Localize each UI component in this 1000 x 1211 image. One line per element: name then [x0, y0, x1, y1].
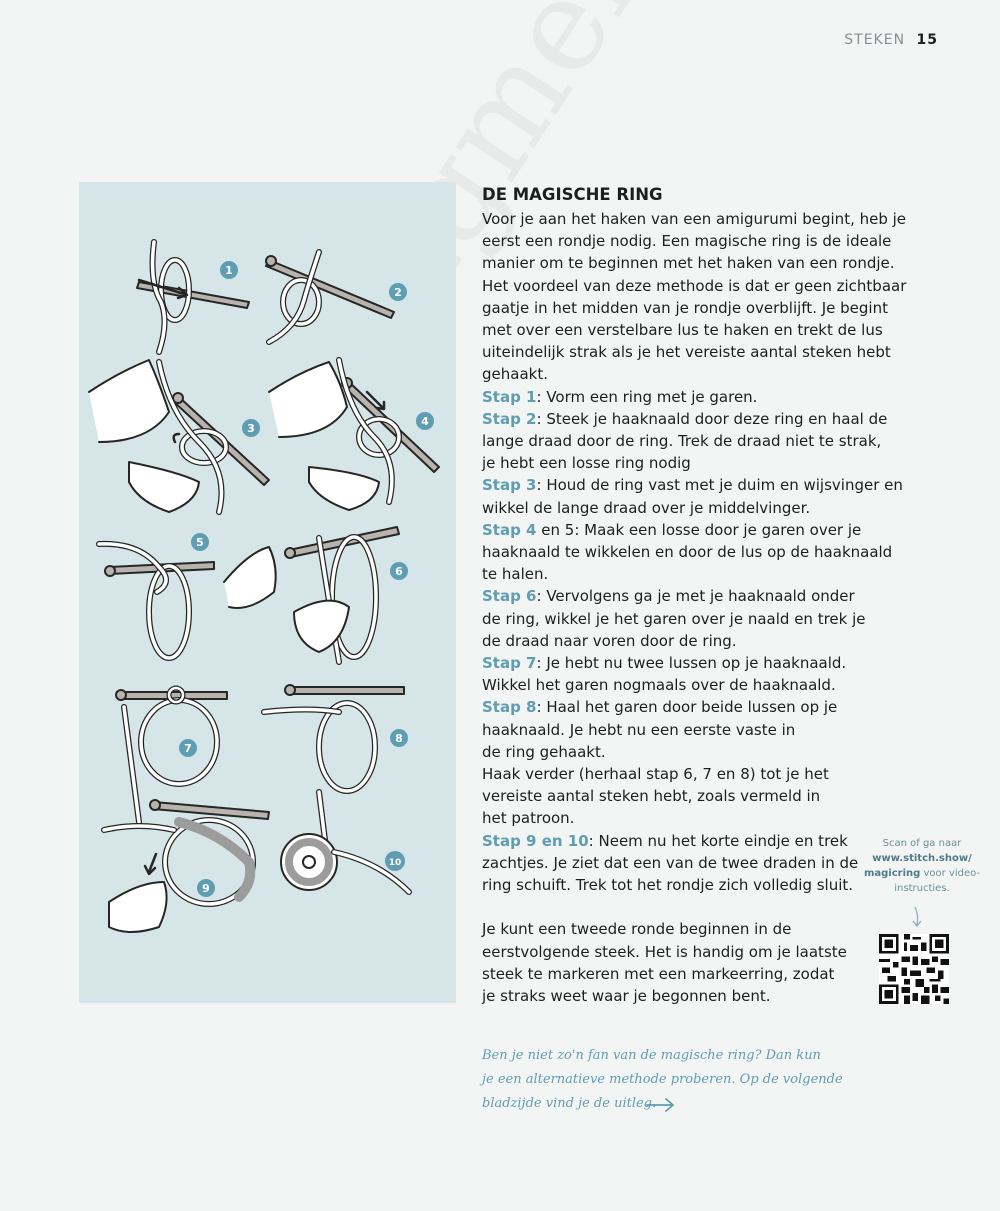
illustration-step-3: [89, 360, 269, 512]
svg-text:2: 2: [394, 286, 402, 299]
intro-line: met over een verstelbare lus te haken en trekt de lus: [482, 321, 883, 340]
step-label: Stap 4: [482, 520, 537, 539]
section-title: DE MAGISCHE RING: [482, 185, 663, 204]
step-text: zachtjes. Je ziet dat een van de twee draden in de: [482, 853, 859, 872]
step-text: : Vorm een ring met je garen.: [536, 387, 758, 406]
svg-text:6: 6: [395, 565, 403, 578]
step-3: [482, 474, 922, 518]
closing-line: eerstvolgende steek. Het is handig om je laatste: [482, 942, 847, 961]
illustration-step-2: [266, 252, 394, 342]
intro-line: manier om te beginnen met het haken van een rondje.: [482, 254, 895, 273]
note-line: bladzijde vind je de uitleg.: [482, 1096, 657, 1111]
closing-line: Je kunt een tweede ronde beginnen in de: [482, 920, 792, 939]
video-link-path[interactable]: magicring: [863, 868, 921, 879]
note-line: Scan of ga naar: [882, 838, 962, 849]
closing-paragraph: [482, 918, 922, 1007]
down-arrow-icon: [910, 906, 924, 928]
crochet-steps-illustration: [79, 182, 456, 1003]
step-label: Stap 9 en 10: [482, 831, 589, 850]
intro-line: uiteindelijk strak als je het vereiste aantal steken hebt: [482, 343, 891, 362]
intro-line: gaatje in het midden van je rondje overblijft. Je begint: [482, 298, 888, 317]
note-line: voor video-: [920, 868, 981, 879]
step-text: haaknaald. Je hebt nu een eerste vaste in: [482, 720, 796, 739]
illustration-step-7: [116, 688, 227, 822]
svg-text:3: 3: [247, 422, 255, 435]
badge-5: [191, 533, 209, 551]
step-text: ring schuift. Trek tot het rondje zich volledig sluit.: [482, 876, 854, 895]
intro-line: Het voordeel van deze methode is dat er geen zichtbaar: [482, 276, 907, 295]
step-text: en 5: Maak een losse door je garen over je: [536, 520, 862, 539]
illustration-step-10: [281, 792, 409, 892]
badge-8: [390, 729, 408, 747]
video-link[interactable]: www.stitch.show/: [872, 853, 972, 864]
step-1: [482, 386, 922, 408]
video-side-note: [858, 836, 986, 896]
instructions-column: [482, 182, 922, 1007]
step-text: : Neem nu het korte eindje en trek: [588, 831, 848, 850]
closing-line: je straks weet waar je begonnen bent.: [482, 986, 771, 1005]
section-name: STEKEN: [844, 32, 906, 48]
page-header: [844, 32, 938, 48]
right-arrow-icon: [646, 1098, 676, 1112]
intro-paragraph: [482, 208, 922, 386]
badge-3: [242, 419, 260, 437]
step-text: te halen.: [482, 565, 549, 584]
intro-line: Voor je aan het haken van een amigurumi begint, heb je: [482, 210, 907, 228]
repeat-line: het patroon.: [482, 809, 575, 828]
step-7: [482, 652, 922, 696]
repeat-line: Haak verder (herhaal stap 6, 7 en 8) tot je het: [482, 765, 829, 784]
step-9-10: [482, 830, 922, 897]
illustration-panel: [79, 182, 456, 1003]
step-label: Stap 8: [482, 698, 537, 717]
step-text: de ring, wikkel je het garen over je naald en trek je: [482, 609, 866, 628]
svg-text:1: 1: [225, 264, 233, 277]
illustration-step-6: [224, 527, 399, 662]
badge-10: [385, 851, 405, 871]
svg-text:7: 7: [184, 742, 192, 755]
note-line: je een alternatieve methode proberen. Op de volgende: [482, 1072, 843, 1087]
svg-text:4: 4: [421, 415, 429, 428]
step-label: Stap 6: [482, 587, 537, 606]
step-text: lange draad door de ring. Trek de draad niet te strak,: [482, 432, 882, 451]
step-text: de draad naar voren door de ring.: [482, 631, 737, 650]
step-4-5: [482, 519, 922, 586]
badge-4: [416, 412, 434, 430]
badge-6: [390, 562, 408, 580]
step-text: : Haal het garen door beide lussen op je: [536, 698, 838, 717]
step-label: Stap 2: [482, 409, 537, 428]
step-label: Stap 7: [482, 654, 537, 673]
closing-line: steek te markeren met een markeerring, zodat: [482, 964, 835, 983]
step-text: : Steek je haaknaald door deze ring en haal de: [536, 409, 888, 428]
intro-line: eerst een rondje nodig. Een magische ring is de ideale: [482, 232, 892, 251]
step-2: [482, 408, 922, 475]
svg-text:8: 8: [395, 732, 403, 745]
step-text: je hebt een losse ring nodig: [482, 454, 691, 473]
step-8: [482, 696, 922, 763]
step-text: wikkel de lange draad over je middelvinger.: [482, 498, 811, 517]
illustration-step-9: [104, 800, 269, 932]
qr-code[interactable]: [879, 934, 949, 1004]
step-text: : Je hebt nu twee lussen op je haaknaald.: [536, 654, 847, 673]
svg-text:5: 5: [196, 536, 204, 549]
page-number: 15: [916, 32, 938, 48]
step-label: Stap 1: [482, 387, 537, 406]
step-text: : Vervolgens ga je met je haaknaald onder: [536, 587, 855, 606]
illustration-step-8: [264, 685, 404, 791]
badge-2: [389, 283, 407, 301]
step-text: de ring gehaakt.: [482, 742, 606, 761]
repeat-paragraph: [482, 763, 922, 830]
badge-9: [197, 879, 215, 897]
step-6: [482, 585, 922, 652]
illustration-step-1: [137, 242, 249, 352]
svg-text:10: 10: [388, 858, 402, 868]
step-text: haaknaald te wikkelen en door de lus op de haaknaald: [482, 543, 893, 562]
step-badges: [179, 261, 434, 897]
step-text: Wikkel het garen nogmaals over de haaknaald.: [482, 676, 836, 695]
intro-line: gehaakt.: [482, 365, 548, 384]
illustration-step-4: [269, 360, 439, 510]
step-label: Stap 3: [482, 476, 537, 495]
note-line: Ben je niet zo'n fan van de magische ring? Dan kun: [482, 1048, 821, 1063]
step-text: : Houd de ring vast met je duim en wijsvinger en: [536, 476, 903, 495]
badge-7: [179, 739, 197, 757]
svg-text:9: 9: [202, 882, 210, 895]
illustration-step-5: [99, 544, 214, 658]
repeat-line: vereiste aantal steken hebt, zoals vermeld in: [482, 787, 821, 806]
badge-1: [220, 261, 238, 279]
note-line: instructies.: [894, 883, 950, 894]
